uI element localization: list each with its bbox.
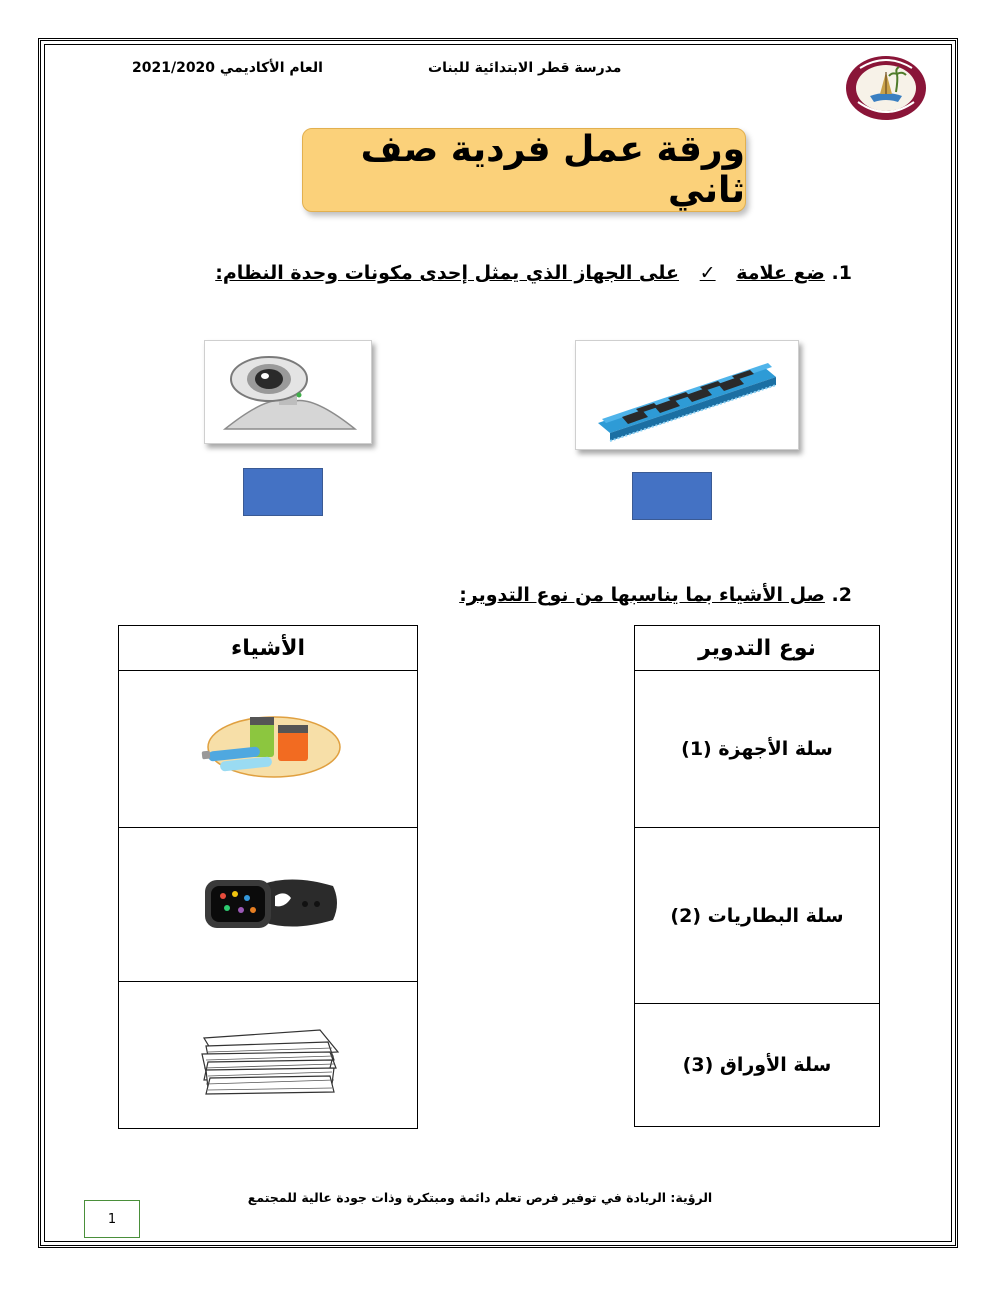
question-1-text-before: ضع علامة <box>736 262 825 284</box>
webcam-icon <box>205 341 371 443</box>
option-webcam <box>204 340 372 444</box>
worksheet-title <box>302 128 746 212</box>
things-header: الأشياء <box>119 626 418 671</box>
page-number-text: 1 <box>107 1211 117 1227</box>
answer-box-ram[interactable] <box>632 472 712 520</box>
page-number <box>84 1200 140 1238</box>
paper-stack-icon <box>188 1008 348 1098</box>
ram-memory-icon <box>576 341 798 449</box>
academic-year: العام الأكاديمي 2021/2020 <box>132 60 323 76</box>
question-1-number: 1. <box>831 262 852 284</box>
answer-box-webcam[interactable] <box>243 468 323 516</box>
recycle-types-table <box>634 625 880 1127</box>
thing-papers[interactable] <box>119 982 418 1129</box>
question-1-text-after: على الجهاز الذي يمثل إحدى مكونات وحدة النظام: <box>215 262 680 284</box>
ministry-logo-icon <box>840 50 932 122</box>
types-header: نوع التدوير <box>635 626 880 671</box>
smartwatch-icon <box>193 868 343 938</box>
worksheet-title-text: ورقة عمل فردية صف ثاني <box>360 129 745 211</box>
type-batteries-basket[interactable]: سلة البطاريات (2) <box>635 828 880 1004</box>
option-ram <box>575 340 799 450</box>
type-devices-basket[interactable]: سلة الأجهزة (1) <box>635 671 880 828</box>
type-papers-basket[interactable]: سلة الأوراق (3) <box>635 1004 880 1127</box>
question-2 <box>459 584 852 606</box>
thing-smartwatch[interactable] <box>119 828 418 982</box>
question-2-number: 2. <box>831 584 852 606</box>
check-mark-icon: ✓ <box>699 262 716 284</box>
question-2-text: صل الأشياء بما يناسبها من نوع التدوير: <box>459 584 825 606</box>
things-table <box>118 625 418 1129</box>
school-name: مدرسة قطر الابتدائية للبنات <box>428 60 622 76</box>
vision-footer: الرؤية: الريادة في توفير فرص تعلم دائمة ومبتكرة وذات جودة عالية للمجتمع <box>247 1190 713 1205</box>
thing-batteries[interactable] <box>119 671 418 828</box>
batteries-icon <box>188 707 348 787</box>
question-1 <box>215 262 852 284</box>
